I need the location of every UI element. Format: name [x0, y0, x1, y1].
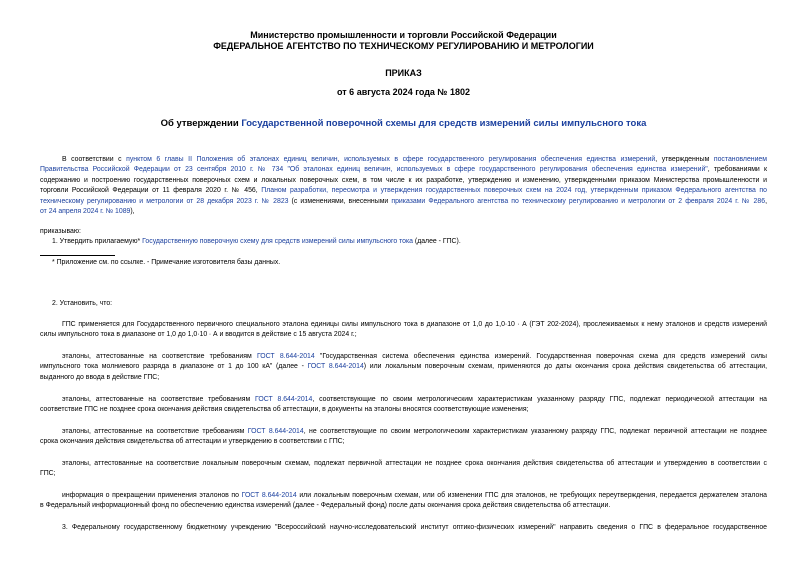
gost-link[interactable]: ГОСТ 8.644-2014: [307, 363, 364, 371]
plan-link[interactable]: Планом разработки, пересмотра и утверждения государственных поверочных схем на 2024 год, утвержденным приказом Федерального агентства по: [261, 187, 767, 195]
item-1-suffix: (далее - ГПС).: [413, 238, 461, 245]
preamble-line-5: [40, 197, 767, 207]
etalon-paragraph-b: [40, 395, 767, 416]
information-paragraph: [40, 491, 767, 512]
agency-heading: ФЕДЕРАЛЬНОЕ АГЕНТСТВО ПО ТЕХНИЧЕСКОМУ РЕГУЛИРОВАНИЮ И МЕТРОЛОГИИ: [213, 41, 594, 51]
para-text: или локальным поверочным схемам, или об изменении ГПС для эталонов, не требующих переутверждения, передается держателем эталона: [296, 492, 767, 499]
preamble-line-6: [40, 207, 767, 217]
preamble-text: ),: [130, 208, 135, 216]
gps-line-1: ГПС применяется для Государственного первичного специального эталона единицы силы импульсного тока в диапазоне от 1,0 до 1,0·10 ∙ А (ГЭТ 202-2024), прослеживаемых к нему эталонов и средств измерений: [62, 321, 767, 328]
item-3: [40, 523, 767, 533]
title-link[interactable]: Государственной поверочной схемы для средств измерений силы импульсного тока: [241, 118, 647, 129]
preamble-text: В соответствии с: [62, 156, 127, 163]
title-prefix: Об утверждении: [160, 118, 242, 129]
preamble-line-4: [40, 186, 767, 196]
preamble-line-3: [40, 176, 767, 186]
para-text: импульсного тока молниевого разряда в диапазоне от 1 до 100 кА" (далее -: [40, 363, 308, 371]
order-title: [0, 118, 807, 129]
amendment-link[interactable]: приказами Федерального агентства по техническому регулированию и метрологии от 2 февраля 2024 г. № 286: [391, 197, 766, 205]
item-2: 2. Установить, что:: [52, 300, 113, 307]
gost-link[interactable]: ГОСТ 8.644-2014: [247, 428, 304, 435]
preamble-text: ,: [255, 187, 262, 195]
item-1: [52, 237, 767, 247]
para-text: , соответствующие по своим метрологическим характеристикам указанному разряду ГПС, подлежат периодической аттестации на: [312, 396, 767, 403]
resolution-link[interactable]: постановлением: [713, 156, 767, 163]
gost-link[interactable]: ГОСТ 8.644-2014: [241, 492, 297, 499]
preamble-text: (с изменениями, внесенными: [288, 197, 392, 205]
date-number-heading: от 6 августа 2024 года № 1802: [337, 87, 470, 97]
para-d-line-2: ГПС;: [40, 470, 56, 478]
para-d-line-1: эталоны, аттестованные на соответствие локальным поверочным схемам, подлежат первичной аттестации не позднее срока окончания действия свидетельства об аттестации и утверждению в соответствии с: [62, 460, 767, 467]
preamble-text: , требованиями к: [707, 166, 767, 174]
para-b-line-2: соответствие ГПС не позднее срока окончания действия свидетельства об аттестации, в документы на эталоны вносятся соответствующие изменения;: [40, 406, 529, 414]
preamble-text: ,: [765, 197, 767, 205]
preamble-line-1: [40, 155, 767, 165]
preamble-paragraph: [40, 155, 767, 217]
preamble-text: , утвержденным: [655, 156, 714, 163]
para-text: эталоны, аттестованные на соответствие требованиям: [62, 396, 255, 403]
doc-type-heading: ПРИКАЗ: [385, 68, 422, 78]
para-text: ) или локальным поверочным схемам, применяются до даты окончания срока действия свидетельства об аттестации,: [363, 363, 767, 371]
order-word: приказываю:: [40, 228, 81, 235]
amendment-link[interactable]: от 24 апреля 2024 г. № 1089: [40, 208, 131, 216]
gps-link[interactable]: Государственную поверочную схему для средств измерений силы импульсного тока: [142, 238, 413, 245]
item-1-prefix: 1. Утвердить прилагаемую*: [52, 238, 143, 245]
para-text: эталоны, аттестованные на соответствие требованиям: [62, 353, 257, 360]
gps-line-2: силы импульсного тока в диапазоне от 1,0 до 1,0·10 ∙ А и вводится в действие с 15 августа 2024 г.;: [40, 331, 357, 339]
resolution-link[interactable]: Правительства Российской Федерации от 23 сентября 2010 г. № 734 "Об эталонах единиц величин, используемых в сфере государственного регулирования обеспечения единства измерений": [40, 166, 708, 174]
para-text: "Государственная система обеспечения единства измерений. Государственная поверочная схема для средств измерений силы: [314, 353, 768, 360]
gost-link[interactable]: ГОСТ 8.644-2014: [255, 396, 313, 403]
ministry-heading: Министерство промышленности и торговли Российской Федерации: [250, 30, 557, 40]
para-c-line-2: срока окончания действия свидетельства об аттестации и утверждению в соответствии с ГПС;: [40, 438, 345, 446]
preamble-text: содержанию и построению государственных поверочных схем и локальных поверочных схем, в том числе к их разработке, утверждению и изменению, утвержденными приказом Министерства промышленности и: [40, 176, 767, 184]
preamble-text: торговли Российской Федерации от 11 февраля 2020 г. № 456: [40, 187, 256, 195]
gost-link[interactable]: ГОСТ 8.644-2014: [256, 353, 315, 360]
plan-link[interactable]: техническому регулированию и метрологии от 28 декабря 2023 г. № 2823: [40, 197, 289, 205]
para-a-line-3: выданного до ввода в действие ГПС;: [40, 373, 160, 381]
para-text: , не соответствующие по своим метрологическим характеристикам указанному разряду ГПС, подлежат первичной аттестации не позднее: [303, 428, 767, 435]
para-a-line-1: [40, 352, 767, 362]
item-3-line-1: 3. Федеральному государственному бюджетному учреждению "Всероссийский научно-исследовательский институт оптико-физических измерений" направить сведения о ГПС в федеральное государственное: [62, 524, 767, 531]
gps-paragraph: [40, 320, 767, 341]
para-a-line-2: [40, 362, 767, 372]
footnote: * Приложение см. по ссылке. - Примечание изготовителя базы данных.: [52, 259, 281, 266]
para-text: информация о прекращении применения эталонов по: [62, 492, 242, 499]
etalon-paragraph-a: [40, 352, 767, 383]
footnote-divider: [40, 255, 115, 256]
para-text: эталоны, аттестованные на соответствие требованиям: [62, 428, 248, 435]
etalon-paragraph-c: [40, 427, 767, 448]
para-b-line-1: [40, 395, 767, 405]
para-c-line-1: [40, 427, 767, 437]
para-e-line-1: [40, 491, 767, 501]
regulation-link[interactable]: пунктом 6 главы II Положения об эталонах единиц величин, используемых в сфере государственного регулирования обеспечения единства измерений: [126, 156, 656, 163]
preamble-line-2: [40, 165, 767, 175]
etalon-paragraph-d: [40, 459, 767, 480]
para-e-line-2: в Федеральный информационный фонд по обеспечению единства измерений (далее - Федеральный фонд) после даты окончания срока действия свидетельства об аттестации.: [40, 502, 611, 510]
